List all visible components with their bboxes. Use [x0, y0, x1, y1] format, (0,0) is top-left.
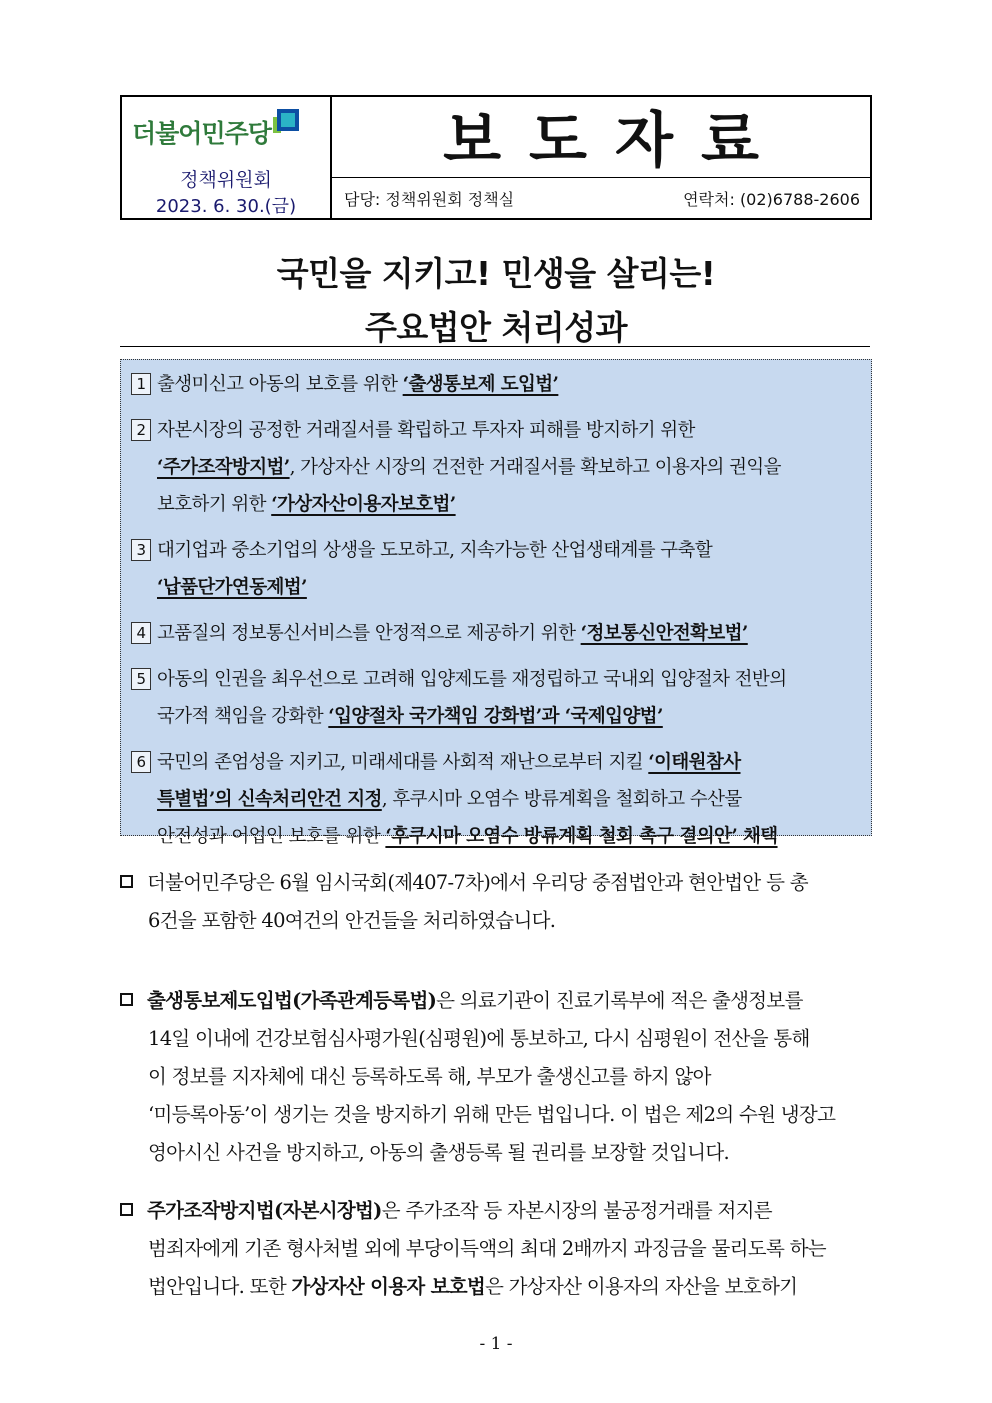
item-number-badge: 2	[131, 419, 151, 441]
headline-line-1: 국민을 지키고! 민생을 살리는!	[276, 254, 716, 293]
checkbox-bullet-icon	[120, 1203, 133, 1216]
document-type-title: 보도자료	[443, 106, 787, 176]
law-name: ‘정보통신안전확보법’	[580, 623, 748, 644]
paragraph-text: 은 의료기관이 진료기록부에 적은 출생정보를	[436, 989, 803, 1012]
paragraph-text: 14일 이내에 건강보험심사평가원(심평원)에 통보하고, 다시 심평원이 전산을 통해	[148, 1027, 810, 1050]
summary-item-2	[131, 412, 863, 523]
summary-item-3	[131, 532, 863, 606]
summary-item-6	[131, 744, 863, 855]
law-name: ‘주가조작방지법’	[157, 457, 290, 478]
paragraph-text: 은 가상자산 이용자의 자산을 보호하기	[485, 1275, 798, 1298]
paragraph-text: 영아시신 사건을 방지하고, 아동의 출생등록 될 권리를 보장할 것입니다.	[148, 1141, 729, 1164]
law-name: 가상자산 이용자 보호법	[291, 1275, 486, 1298]
law-name: ‘입양절차 국가책임 강화법’과 ‘국제입양법’	[328, 706, 663, 727]
law-name: ‘이태원참사	[648, 752, 741, 773]
paragraph-text: 범죄자에게 기존 형사처벌 외에 부당이득액의 최대 2배까지 과징금을 물리도록 하는	[148, 1237, 826, 1260]
logo-mark-icon	[273, 109, 299, 139]
item-text: 국가적 책임을 강화한	[157, 706, 329, 727]
summary-item-1	[131, 366, 863, 403]
checkbox-bullet-icon	[120, 875, 133, 888]
press-release-header	[120, 95, 872, 220]
item-text: , 후쿠시마 오염수 방류계획을 철회하고 수산물	[381, 789, 742, 810]
headline-line-2: 주요법안 처리성과	[364, 308, 627, 347]
summary-item-4	[131, 615, 863, 652]
title-block	[332, 97, 870, 218]
item-number-badge: 5	[131, 668, 151, 690]
paragraph-text: 더불어민주당은 6월 임시국회(제407-7차)에서 우리당 중점법안과 현안법안 등 총	[147, 871, 808, 894]
party-block	[122, 97, 332, 218]
item-number-badge: 3	[131, 539, 151, 561]
item-text: , 가상자산 시장의 건전한 거래질서를 확보하고 이용자의 권익을	[289, 457, 781, 478]
body-paragraph-1	[120, 864, 875, 940]
law-name: ‘가상자산이용자보호법’	[271, 494, 456, 515]
law-name: ‘후쿠시마 오염수 방류계획 철회 촉구 결의안’ 채택	[385, 826, 778, 847]
paragraph-text: 이 정보를 지자체에 대신 등록하도록 해, 부모가 출생신고를 하지 않아	[148, 1065, 711, 1088]
item-text: 출생미신고 아동의 보호를 위한	[157, 374, 403, 395]
org-name: 정책위원회	[180, 169, 272, 191]
contact-person: 담당: 정책위원회 정책실	[344, 190, 515, 209]
summary-box	[120, 359, 872, 847]
body-paragraph-3	[120, 1192, 875, 1306]
item-number-badge: 4	[131, 622, 151, 644]
law-name: 주가조작방지법(자본시장법)	[147, 1199, 382, 1222]
law-name: ‘납품단가연동제법’	[157, 577, 307, 598]
item-text: 안전성과 어업인 보호를 위한	[157, 826, 386, 847]
law-name: ‘출생통보제 도입법’	[402, 374, 559, 395]
logo-text: 더불어민주당	[132, 119, 271, 148]
item-text: 아동의 인권을 최우선으로 고려해 입양제도를 재정립하고 국내외 입양절차 전반의	[157, 669, 787, 690]
release-date: 2023. 6. 30.(금)	[155, 196, 297, 217]
checkbox-bullet-icon	[120, 993, 133, 1006]
item-text: 대기업과 중소기업의 상생을 도모하고, 지속가능한 산업생태계를 구축할	[157, 540, 713, 561]
paragraph-text: 6건을 포함한 40여건의 안건들을 처리하였습니다.	[148, 909, 556, 932]
item-number-badge: 6	[131, 751, 151, 773]
law-name: 출생통보제도입법(가족관계등록법)	[147, 989, 437, 1012]
item-text: 국민의 존엄성을 지키고, 미래세대를 사회적 재난으로부터 지킬	[157, 752, 649, 773]
contact-phone: 연락처: (02)6788-2606	[683, 190, 860, 209]
law-name: 특별법’의 신속처리안건 지정	[157, 789, 382, 810]
paragraph-text: ‘미등록아동’이 생기는 것을 방지하기 위해 만든 법입니다. 이 법은 제2의 수원 냉장고	[148, 1103, 836, 1126]
summary-item-5	[131, 661, 863, 735]
headline-divider	[120, 346, 870, 347]
body-paragraph-2	[120, 982, 875, 1172]
item-text: 보호하기 위한	[157, 494, 272, 515]
item-text: 자본시장의 공정한 거래질서를 확립하고 투자자 피해를 방지하기 위한	[157, 420, 695, 441]
paragraph-text: 은 주가조작 등 자본시장의 불공정거래를 저지른	[381, 1199, 772, 1222]
page-number: - 1 -	[479, 1334, 513, 1354]
party-logo	[132, 105, 299, 149]
item-text: 고품질의 정보통신서비스를 안정적으로 제공하기 위한	[157, 623, 581, 644]
paragraph-text: 법안입니다. 또한	[148, 1275, 292, 1298]
header-divider	[332, 177, 870, 178]
item-number-badge: 1	[131, 373, 151, 395]
